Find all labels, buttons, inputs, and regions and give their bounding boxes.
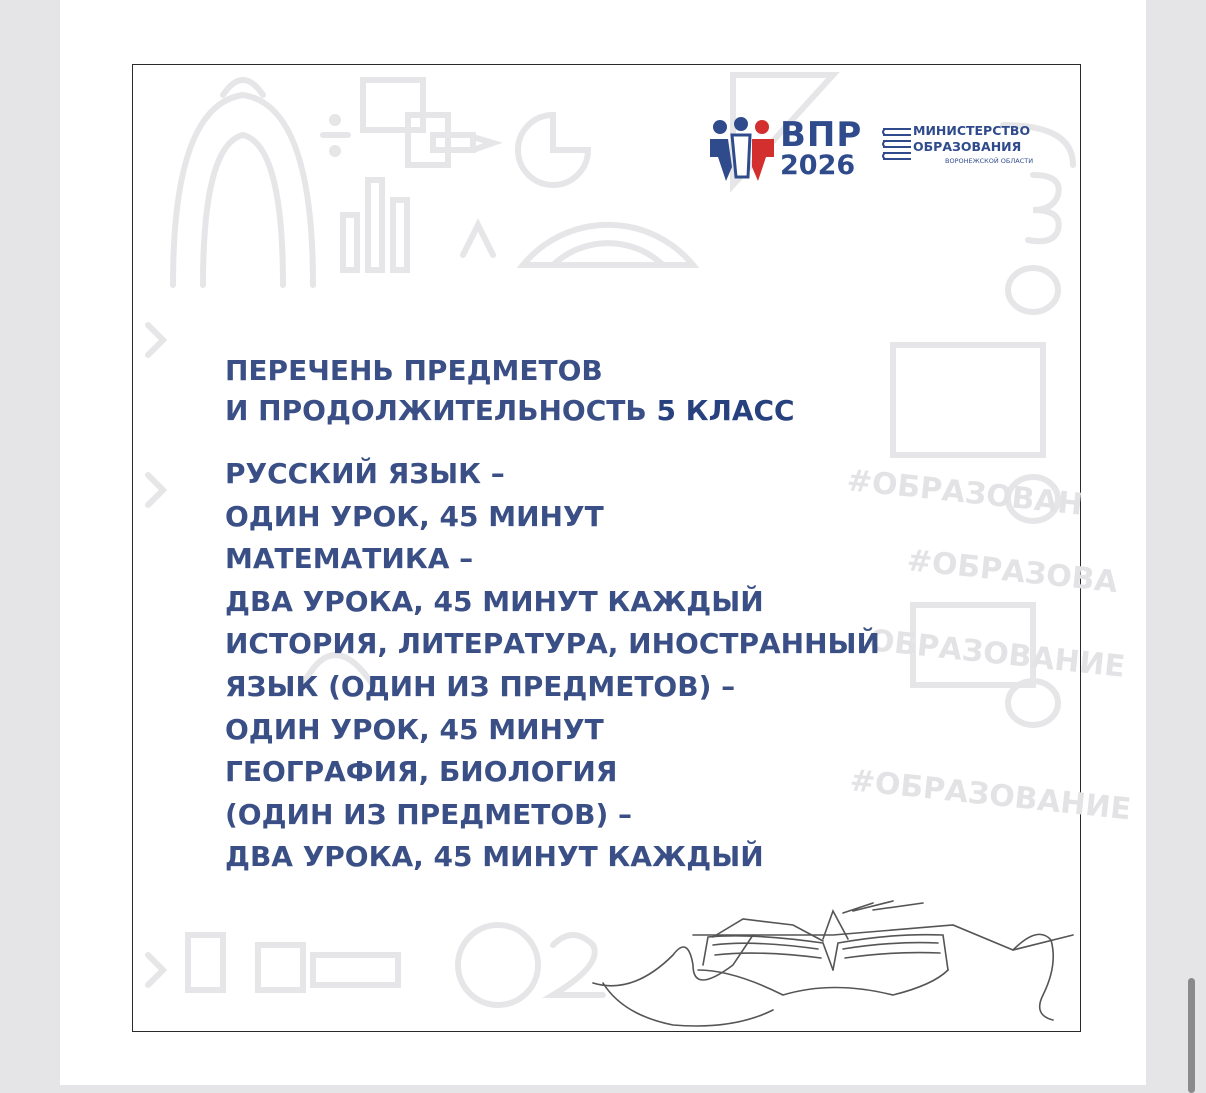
grade-highlight: 5 КЛАСС xyxy=(656,394,795,427)
title-line-1: ПЕРЕЧЕНЬ ПРЕДМЕТОВ xyxy=(225,354,603,387)
ministry-line-2: ОБРАЗОВАНИЯ xyxy=(913,139,1022,154)
list-item: ОДИН УРОК, 45 МИНУТ xyxy=(225,712,604,746)
vpr-logo xyxy=(708,117,868,187)
list-item: ИСТОРИЯ, ЛИТЕРАТУРА, ИНОСТРАННЫЙ xyxy=(225,627,880,661)
subject-list xyxy=(225,453,1055,879)
list-item: ЯЗЫК (ОДИН ИЗ ПРЕДМЕТОВ) – xyxy=(225,669,736,703)
vertical-scrollbar[interactable] xyxy=(1188,978,1195,1093)
watermark-hashtag-1: #ОБРАЗОВАН xyxy=(845,463,1085,523)
list-item: ДВА УРОКА, 45 МИНУТ КАЖДЫЙ xyxy=(225,584,764,618)
vpr-year: 2026 xyxy=(780,150,856,181)
title-line-2-prefix: И ПРОДОЛЖИТЕЛЬНОСТЬ xyxy=(225,394,657,427)
page-title xyxy=(225,351,1045,431)
ministry-logo xyxy=(881,121,1071,175)
vpr-title: ВПР xyxy=(780,115,863,155)
vpr-people-icon xyxy=(708,117,778,183)
list-item: ГЕОГРАФИЯ, БИОЛОГИЯ xyxy=(225,755,618,789)
ministry-line-1: МИНИСТЕРСТВО xyxy=(913,123,1031,138)
watermark-hashtag-4: #ОБРАЗОВАНИЕ xyxy=(848,763,1133,828)
list-item: (ОДИН ИЗ ПРЕДМЕТОВ) – xyxy=(225,797,633,831)
title-line-2 xyxy=(225,391,1045,431)
ministry-line-3: ВОРОНЕЖСКОЙ ОБЛАСТИ xyxy=(945,157,1034,165)
list-item: ОДИН УРОК, 45 МИНУТ xyxy=(225,499,604,533)
open-book-icon xyxy=(593,901,1073,1026)
watermark-hashtag-2: #ОБРАЗОВА xyxy=(905,543,1120,601)
list-item: РУССКИЙ ЯЗЫК – xyxy=(225,457,505,490)
watermark-hashtag-3: ОБРАЗОВАНИЕ xyxy=(867,623,1127,685)
list-item: МАТЕМАТИКА – xyxy=(225,542,474,576)
info-card xyxy=(132,64,1133,1032)
book-stack-icon xyxy=(881,121,915,167)
list-item: ДВА УРОКА, 45 МИНУТ КАЖДЫЙ xyxy=(225,840,764,874)
